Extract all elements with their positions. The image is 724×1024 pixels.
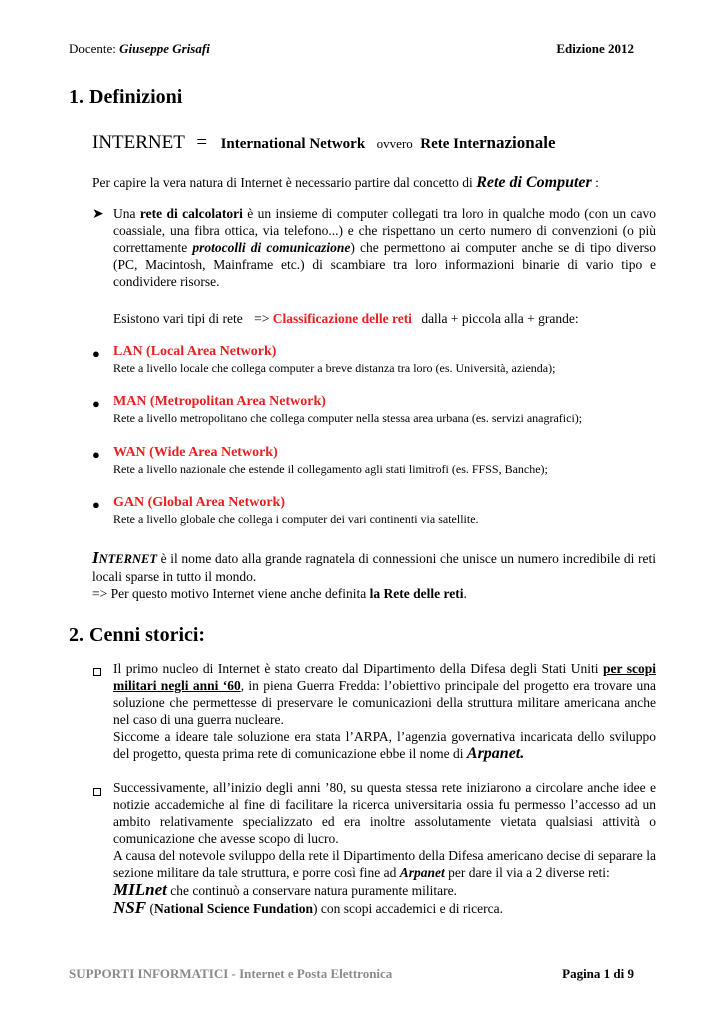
network-types-line [113, 311, 579, 327]
p1-text-d: Siccome a ideare tale soluzione era stata l’ARPA, l’agenzia governativa incaricata dello sviluppo del progetto, questa prima rete di comunicazione ebbe il nome di [113, 729, 656, 761]
p2-arpanet: Arpanet [399, 865, 445, 880]
bullet-text-d: protocolli di comunicazione [192, 240, 351, 255]
network-desc: Rete a livello locale che collega computer a breve distanza tra loro (es. Università, azienda); [113, 361, 556, 375]
network-name: LAN (Local Area Network) [113, 344, 277, 359]
history-paragraph-2 [113, 779, 656, 917]
types-text-a: Esistono vari tipi di rete [113, 311, 243, 326]
nsf-desc: ) con scopi accademici e di ricerca. [312, 901, 503, 916]
network-name: WAN (Wide Area Network) [113, 445, 278, 460]
internet-def-d: => Per questo motivo Internet viene anche definita [92, 586, 367, 601]
docente-label: Docente: [69, 41, 116, 56]
milnet-desc: che continuò a conservare natura puramente militare. [170, 883, 457, 898]
intro-text: Per capire la vera natura di Internet è necessario partire dal concetto di [92, 175, 473, 190]
bullet-text-c: è un insieme di computer collegati tra loro in qualche modo (con un cavo coassiale, una fibra ottica, via telefono...) e che rispettano un certo numero di convenzioni (o più correttamente [113, 206, 656, 255]
intro-paragraph [92, 174, 599, 192]
types-classification: Classificazione delle reti [272, 311, 412, 326]
rete-internazionale-b: rnazionale [479, 133, 556, 152]
bullet-dot-icon: ● [92, 497, 100, 512]
p1-text-a: Il primo nucleo di Internet è stato creato dal Dipartimento della Difesa degli Stati Uniti [113, 661, 599, 676]
internet-initial: I [92, 548, 99, 567]
bullet-text-a: Una [113, 206, 136, 221]
internet-def-end: . [463, 586, 467, 601]
nsf-name: NSF [113, 898, 147, 917]
equals-sign: = [196, 132, 208, 153]
list-item [113, 445, 548, 477]
network-desc: Rete a livello nazionale che estende il collegamento agli stati limitrofi (es. FFSS, Banche); [113, 462, 548, 476]
bullet-dot-icon: ● [92, 346, 100, 361]
network-name: MAN (Metropolitan Area Network) [113, 394, 326, 409]
network-desc: Rete a livello globale che collega i computer dei vari continenti via satellite. [113, 512, 479, 526]
milnet-name: MILnet [113, 880, 167, 899]
intro-end: : [595, 175, 599, 190]
p2-text-d: per dare il via a 2 diverse reti: [448, 865, 610, 880]
p2-text-a: Successivamente, all’inizio degli anni ’80, su questa stessa rete iniziarono a circolare anche idee e notizie accademiche al fine di facilitare la ricerca universitaria ossia fu permesso l’accesso ad un ambito relativamente specializzato ed era inoltre assolutamente vietata qualsiasi attività o comunicazione che avesse scopo di lucro. [113, 780, 656, 846]
p2-text-b: A causa del notevole sviluppo della rete il Dipartimento della Difesa americano decise di separare la sezione militare da tale struttura, e porre così fine ad [113, 848, 656, 880]
p1-military-scope: per scopi militari negli anni ‘60 [113, 661, 656, 693]
header-docente [69, 41, 210, 57]
nsf-fullname: National Science Fundation [153, 901, 313, 916]
section2-title: 2. Cenni storici: [69, 624, 206, 646]
footer-page-number: Pagina 1 di 9 [562, 966, 634, 981]
network-desc: Rete a livello metropolitano che collega computer nella stessa area urbana (es. servizi anagrafici); [113, 411, 583, 425]
rete-internazionale-a: Rete Inte [420, 136, 480, 152]
footer-title: SUPPORTI INFORMATICI - Internet e Posta Elettronica [69, 966, 393, 981]
internet-definition-line [92, 132, 556, 154]
internet-rest: NTERNET [98, 552, 157, 566]
list-item [113, 394, 582, 426]
ovvero-word: ovvero [376, 136, 413, 151]
docente-name: Giuseppe Grisafi [119, 41, 210, 56]
bullet-text-e: ) che permettono ai computer anche se di tipo diverso (PC, Macintosh, Mainframe etc.) di scambiare tra loro informazioni binarie di vario tipo e condividere risorse. [113, 240, 656, 289]
types-text-c: dalla + piccola alla + grande: [421, 311, 579, 326]
p1-text-c: , in piena Guerra Fredda: l’obiettivo principale del progetto era trovare una soluzione che permettesse di preservare le comunicazioni della struttura militare americana anche nel caso di una guerra nucleare. [113, 678, 657, 727]
network-name: GAN (Global Area Network) [113, 495, 285, 510]
list-item [113, 344, 555, 376]
header-edition: Edizione 2012 [556, 41, 634, 56]
internet-word: INTERNET [92, 132, 185, 153]
bullet-dot-icon: ● [92, 396, 100, 411]
section1-title: 1. Definizioni [69, 86, 183, 108]
nsf-paren-open: ( [149, 901, 154, 916]
history-paragraph-1 [113, 660, 656, 762]
rete-delle-reti: la Rete delle reti [369, 586, 464, 601]
arrow-bullet-icon: ➤ [92, 207, 104, 222]
list-item [113, 495, 479, 527]
bullet-text-b: rete di calcolatori [139, 206, 243, 221]
internet-definition-paragraph [92, 549, 656, 602]
bullet-dot-icon: ● [92, 447, 100, 462]
intro-emphasis: Rete di Computer [476, 174, 592, 191]
internet-def-text: è il nome dato alla grande ragnatela di connessioni che unisce un numero incredibile di reti locali sparse in tutto il mondo. [92, 551, 657, 584]
square-bullet-icon [93, 785, 101, 801]
network-definition-paragraph [113, 205, 656, 290]
international-network: International Network [220, 136, 366, 152]
types-arrow: => [254, 311, 270, 326]
arpanet-name: Arpanet. [466, 745, 525, 762]
square-bullet-icon [93, 665, 101, 681]
